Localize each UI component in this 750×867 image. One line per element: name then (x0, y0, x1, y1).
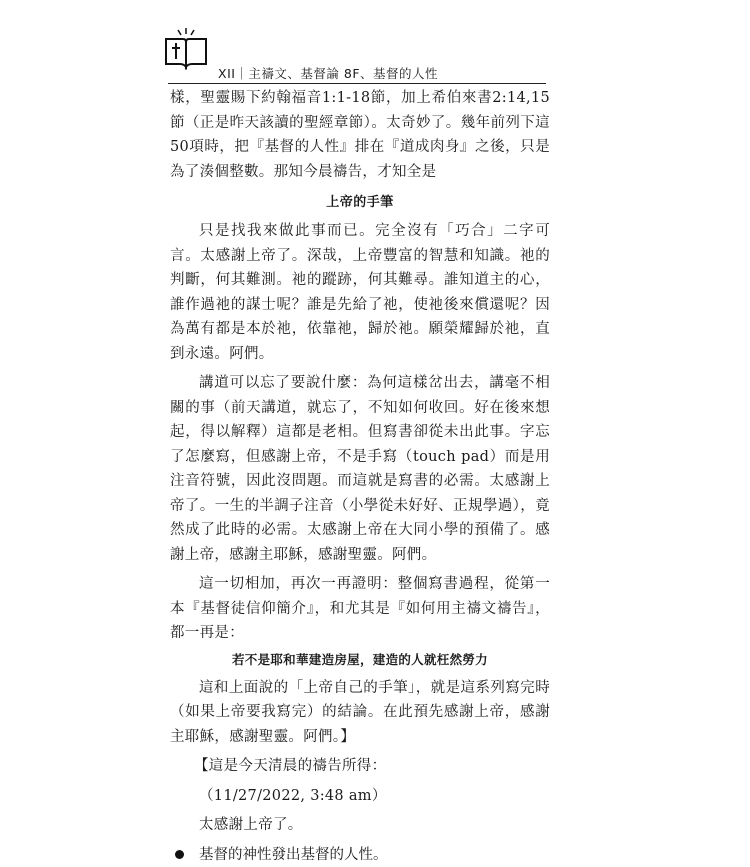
paragraph-3: 講道可以忘了要說什麼：為何這樣岔出去，講毫不相關的事（前天講道，就忘了，不知如何收回。好在後來想起，得以解釋）這都是老相。但寫書卻從未出此事。字忘了怎麼寫，但感謝上帝，不是手寫（touch pad）而是用注音符號，因此沒問題。而這就是寫書的必需。太感謝上帝了。一生的半調子注音（小學從未好好、正規學過），竟然成了此時的必需。太感謝上帝在大同小學的預備了。感謝上帝，感謝主耶穌，感謝聖靈。阿們。 (170, 371, 550, 567)
prayer-timestamp: （11/27/2022, 3:48 am） (170, 784, 550, 809)
header-divider (168, 83, 546, 84)
paragraph-1: 樣，聖靈賜下約翰福音1:1-18節，加上希伯來書2:14,15節（正是昨天該讀的聖經章節）。太奇妙了。幾年前列下這50項時，把『基督的人性』排在『道成肉身』之後，只是為了湊個整數。那知今晨禱告，才知全是 (170, 86, 550, 184)
paragraph-4: 這一切相加，再次一再證明：整個寫書過程，從第一本『基督徒信仰簡介』，和尤其是『如何用主禱文禱告』，都一再是： (170, 572, 550, 646)
heading-psalm-quote: 若不是耶和華建造房屋，建造的人就枉然勞力 (170, 648, 550, 672)
bullet-item (170, 843, 550, 867)
heading-gods-handiwork: 上帝的手筆 (170, 191, 550, 215)
thanks-line: 太感謝上帝了。 (170, 813, 550, 838)
paragraph-5: 這和上面說的「上帝自己的手筆」，就是這系列寫完時（如果上帝要我寫完）的結論。在此預先感謝上帝，感謝主耶穌，感謝聖靈。阿們。】 (170, 676, 550, 750)
bullet-text: 基督的神性發出基督的人性。 (199, 843, 388, 867)
prayer-intro: 【這是今天清晨的禱告所得： (170, 754, 550, 779)
paragraph-2: 只是找我來做此事而已。完全沒有「巧合」二字可言。太感謝上帝了。深哉，上帝豐富的智慧和知識。祂的判斷，何其難測。祂的蹤跡，何其難尋。誰知道主的心，誰作過祂的謀士呢？誰是先給了祂，使祂後來償還呢？因為萬有都是本於祂，依靠祂，歸於祂。願榮耀歸於祂，直到永遠。阿們。 (170, 219, 550, 366)
running-head: XII｜主禱文、基督論 8F、基督的人性 (218, 64, 438, 82)
open-book-with-cross-icon (163, 25, 209, 71)
bullet-dot-icon (175, 850, 184, 859)
